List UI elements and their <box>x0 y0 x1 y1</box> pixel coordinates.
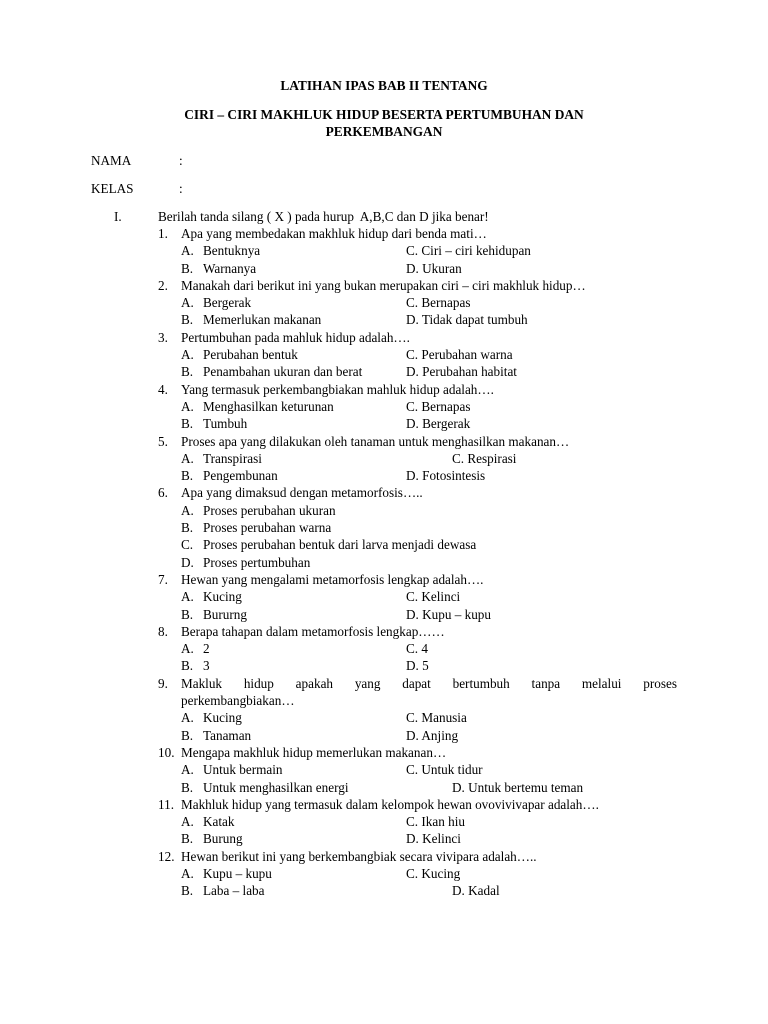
answer-row <box>0 779 768 796</box>
answer-row <box>0 294 768 311</box>
question-text: Yang termasuk perkembangbiakan mahluk hidup adalah…. <box>181 381 494 397</box>
question-number: 5. <box>158 433 168 449</box>
answer-option[interactable] <box>406 242 531 259</box>
option-letter: C. <box>406 398 419 414</box>
option-text: Kelinci <box>422 831 461 847</box>
option-letter: D. <box>406 727 419 743</box>
answer-row <box>0 346 768 363</box>
question-text: Hewan berikut ini yang berkembangbiak secara vivipara adalah….. <box>181 848 537 864</box>
answer-option[interactable] <box>406 260 462 277</box>
option-letter: A. <box>181 865 194 881</box>
option-text: 5 <box>422 658 429 674</box>
option-text: Perubahan warna <box>421 347 513 363</box>
option-letter: D. <box>406 364 419 380</box>
section-number: I. <box>114 209 122 224</box>
option-letter: C. <box>406 762 419 778</box>
option-text: Kucing <box>203 589 242 605</box>
question-text: Apa yang membedakan makhluk hidup dari benda mati… <box>181 226 487 241</box>
name-label: NAMA <box>91 153 132 168</box>
option-letter: C. <box>406 814 419 830</box>
option-letter: B. <box>181 260 194 276</box>
answer-row <box>0 709 768 726</box>
answer-option[interactable] <box>452 882 500 899</box>
option-text: Ciri – ciri kehidupan <box>421 243 531 259</box>
worksheet-subtitle <box>150 106 618 140</box>
option-text: Pengembunan <box>203 468 278 484</box>
answer-row <box>0 502 768 519</box>
answer-option[interactable] <box>406 640 428 657</box>
worksheet-title: LATIHAN IPAS BAB II TENTANG <box>280 78 488 93</box>
option-letter: C. <box>406 295 419 311</box>
question-item <box>0 484 768 501</box>
option-letter: A. <box>181 502 194 518</box>
option-text: Tanaman <box>203 727 252 743</box>
option-letter: C. <box>406 710 419 726</box>
answer-row <box>0 415 768 432</box>
answer-option[interactable] <box>406 709 467 726</box>
answer-option[interactable] <box>406 294 470 311</box>
option-text: Bernapas <box>421 295 471 311</box>
option-text: Tidak dapat tumbuh <box>421 312 528 328</box>
question-number: 7. <box>158 571 168 587</box>
answer-option[interactable] <box>406 588 460 605</box>
answer-option[interactable] <box>406 813 465 830</box>
answer-option[interactable] <box>452 450 516 467</box>
name-field[interactable] <box>91 152 183 169</box>
answer-option[interactable] <box>406 346 513 363</box>
question-text: Hewan yang mengalami metamorfosis lengkap adalah…. <box>181 571 484 587</box>
question-number: 12. <box>158 848 175 864</box>
option-text: Tumbuh <box>203 416 248 432</box>
question-text-continued <box>0 692 768 709</box>
option-text: Manusia <box>421 710 467 726</box>
option-letter: D. <box>181 554 194 570</box>
option-text: Proses perubahan bentuk dari larva menjadi dewasa <box>203 537 477 553</box>
option-text: Penambahan ukuran dan berat <box>203 364 363 380</box>
option-text: Proses pertumbuhan <box>203 554 311 570</box>
question-number: 4. <box>158 381 168 397</box>
option-letter: B. <box>181 520 194 536</box>
answer-option[interactable] <box>406 830 461 847</box>
option-text: Menghasilkan keturunan <box>203 398 334 414</box>
option-letter: A. <box>181 710 194 726</box>
option-text: Proses perubahan ukuran <box>203 502 336 518</box>
answer-option[interactable] <box>452 779 583 796</box>
answer-row <box>0 727 768 744</box>
option-letter: C. <box>406 243 419 259</box>
subtitle-line-1: CIRI – CIRI MAKHLUK HIDUP BESERTA PERTUMBUHAN DAN <box>184 107 584 122</box>
option-letter: A. <box>181 398 194 414</box>
option-text: Untuk menghasilkan energi <box>203 779 349 795</box>
question-item <box>0 381 768 398</box>
option-letter: A. <box>181 589 194 605</box>
question-text: Makhluk hidup yang termasuk dalam kelompok hewan ovovivivapar adalah…. <box>181 796 599 812</box>
answer-row <box>0 830 768 847</box>
answer-row <box>0 606 768 623</box>
question-item <box>0 571 768 588</box>
option-letter: B. <box>181 658 194 674</box>
option-letter: B. <box>181 468 194 484</box>
option-text: Katak <box>203 814 235 830</box>
option-letter: B. <box>181 312 194 328</box>
option-letter: A. <box>181 347 194 363</box>
option-text: Fotosintesis <box>422 468 486 484</box>
option-letter: D. <box>452 779 465 795</box>
question-text: Proses apa yang dilakukan oleh tanaman untuk menghasilkan makanan… <box>181 433 570 449</box>
option-letter: B. <box>181 831 194 847</box>
answer-option[interactable] <box>406 657 429 674</box>
option-letter: B. <box>181 727 194 743</box>
option-text: Memerlukan makanan <box>203 312 322 328</box>
option-letter: C. <box>406 641 419 657</box>
answer-row <box>0 363 768 380</box>
option-letter: D. <box>406 260 419 276</box>
answer-option[interactable] <box>406 865 460 882</box>
option-text: Kupu – kupu <box>203 865 272 881</box>
answer-row <box>0 657 768 674</box>
class-label: KELAS <box>91 181 134 196</box>
option-text: Untuk tidur <box>421 762 483 778</box>
class-colon: : <box>179 181 183 196</box>
question-text: Manakah dari berikut ini yang bukan merupakan ciri – ciri makhluk hidup… <box>181 277 586 293</box>
option-letter: B. <box>181 364 194 380</box>
option-text: Bururng <box>203 606 247 622</box>
question-item <box>0 277 768 294</box>
option-letter: C. <box>452 450 465 466</box>
option-letter: B. <box>181 883 194 899</box>
option-letter: D. <box>406 831 419 847</box>
option-text: Transpirasi <box>203 450 262 466</box>
option-text: Respirasi <box>467 450 517 466</box>
answer-row <box>0 536 768 553</box>
question-item <box>0 433 768 450</box>
answer-option[interactable] <box>406 398 470 415</box>
question-number: 2. <box>158 277 168 293</box>
option-letter: A. <box>181 450 194 466</box>
question-text: Mengapa makhluk hidup memerlukan makanan… <box>181 744 447 760</box>
answer-row <box>0 242 768 259</box>
answer-option[interactable] <box>406 606 491 623</box>
answer-row <box>0 761 768 778</box>
option-text: 2 <box>203 641 210 657</box>
question-item <box>0 848 768 865</box>
option-text: Ikan hiu <box>421 814 465 830</box>
question-text: Berapa tahapan dalam metamorfosis lengkap…… <box>181 623 445 639</box>
option-text: Anjing <box>421 727 459 743</box>
question-item <box>0 796 768 813</box>
option-text: Perubahan bentuk <box>203 347 298 363</box>
answer-row <box>0 588 768 605</box>
answer-row <box>0 519 768 536</box>
option-letter: D. <box>406 606 419 622</box>
option-text: Laba – laba <box>203 883 265 899</box>
answer-row <box>0 882 768 899</box>
question-number: 1. <box>158 226 168 241</box>
option-letter: A. <box>181 641 194 657</box>
option-letter: B. <box>181 606 194 622</box>
question-number: 11. <box>158 796 174 812</box>
option-letter: D. <box>406 416 419 432</box>
option-text: Kadal <box>468 883 500 899</box>
question-number: 3. <box>158 329 168 345</box>
option-letter: C. <box>406 589 419 605</box>
question-list <box>0 225 768 900</box>
answer-row <box>0 260 768 277</box>
question-item <box>0 623 768 640</box>
option-text: Untuk bermain <box>203 762 283 778</box>
option-text: Kucing <box>421 865 461 881</box>
answer-row <box>0 640 768 657</box>
answer-option[interactable] <box>406 727 458 744</box>
answer-row <box>0 450 768 467</box>
option-text: Bergerak <box>203 295 252 311</box>
question-text-continuation: perkembangbiakan… <box>181 693 295 709</box>
option-letter: A. <box>181 762 194 778</box>
option-text: Bernapas <box>421 398 471 414</box>
option-letter: B. <box>181 416 194 432</box>
class-field[interactable] <box>91 180 183 197</box>
answer-option[interactable] <box>406 415 470 432</box>
option-letter: D. <box>406 658 419 674</box>
question-text: Makluk hidup apakah yang dapat bertumbuh tanpa melalui proses <box>181 675 677 691</box>
option-text: Kucing <box>203 710 242 726</box>
option-text: Proses perubahan warna <box>203 520 332 536</box>
option-text: Kelinci <box>421 589 461 605</box>
question-item <box>0 744 768 761</box>
answer-option[interactable] <box>406 311 528 328</box>
question-number: 10. <box>158 744 175 760</box>
question-number: 8. <box>158 623 168 639</box>
question-item <box>0 329 768 346</box>
question-item <box>0 675 768 692</box>
option-text: Burung <box>203 831 243 847</box>
question-number: 6. <box>158 485 168 501</box>
question-text: Pertumbuhan pada mahluk hidup adalah…. <box>181 329 410 345</box>
option-text: Untuk bertemu teman <box>468 779 584 795</box>
answer-row <box>0 311 768 328</box>
answer-row <box>0 398 768 415</box>
option-text: Kupu – kupu <box>422 606 491 622</box>
question-item <box>0 225 768 242</box>
option-text: Warnanya <box>203 260 257 276</box>
option-text: Perubahan habitat <box>422 364 517 380</box>
option-text: Ukuran <box>422 260 462 276</box>
section-instruction: Berilah tanda silang ( X ) pada hurup A,B,C dan D jika benar! <box>158 209 489 224</box>
option-letter: A. <box>181 243 194 259</box>
option-letter: C. <box>181 537 194 553</box>
option-text: Bentuknya <box>203 243 261 259</box>
answer-option[interactable] <box>406 761 483 778</box>
option-letter: D. <box>406 468 419 484</box>
answer-row <box>0 813 768 830</box>
option-letter: B. <box>181 779 194 795</box>
answer-row <box>0 865 768 882</box>
name-colon: : <box>179 153 183 168</box>
option-letter: C. <box>406 865 419 881</box>
option-letter: D. <box>452 883 465 899</box>
answer-row <box>0 554 768 571</box>
option-letter: A. <box>181 814 194 830</box>
option-text: Bergerak <box>422 416 471 432</box>
option-text: 3 <box>203 658 210 674</box>
subtitle-line-2: PERKEMBANGAN <box>325 124 443 139</box>
option-letter: D. <box>406 312 419 328</box>
option-letter: C. <box>406 347 419 363</box>
answer-option[interactable] <box>406 363 517 380</box>
answer-row <box>0 467 768 484</box>
option-text: 4 <box>421 641 428 657</box>
option-letter: A. <box>181 295 194 311</box>
question-number: 9. <box>158 675 168 691</box>
answer-option[interactable] <box>406 467 485 484</box>
question-text: Apa yang dimaksud dengan metamorfosis….. <box>181 485 423 501</box>
